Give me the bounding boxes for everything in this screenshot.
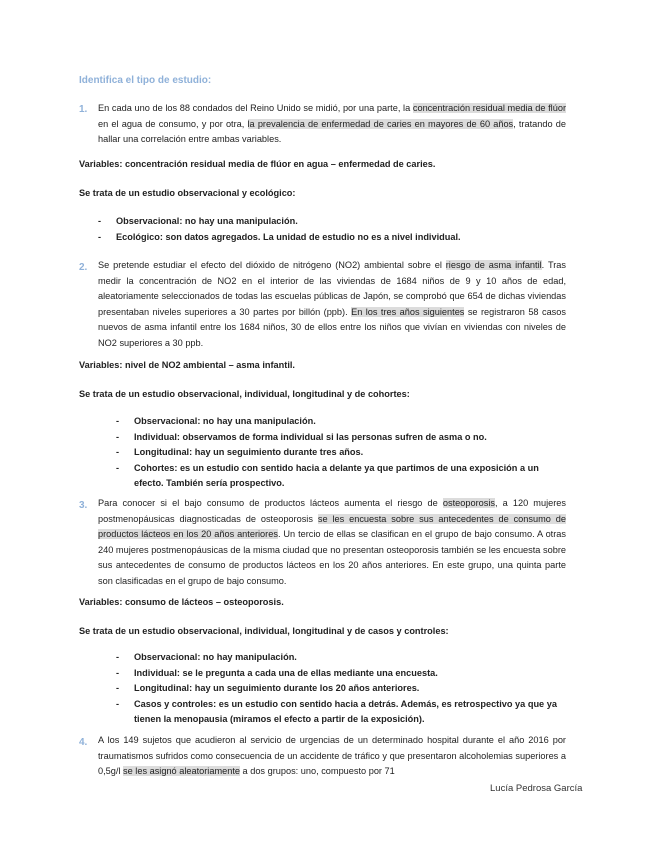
q2-study-type: Se trata de un estudio observacional, individual, longitudinal y de cohortes: bbox=[79, 389, 410, 399]
q1-text-c: , tratando de hallar una correlación entre ambas variables. bbox=[98, 118, 566, 145]
question-4-text bbox=[98, 733, 566, 780]
q1-bullet-list bbox=[98, 214, 558, 245]
q1-text-b: en el agua de consumo, y por otra, bbox=[98, 118, 248, 129]
list-item: - Observacional: no hay una manipulación. bbox=[98, 214, 558, 230]
q3-text-b: , a 120 mujeres postmenopáusicas diagnosticadas de osteoporosis bbox=[98, 498, 566, 524]
list-item: - Individual: observamos de forma individual si las personas sufren de asma o no. bbox=[116, 430, 568, 446]
q2-text-b: . Tras medir la concentración de NO2 en el interior de las viviendas de 1684 niños de 9 y 10 años de edad, aleatoriamente seleccionados de todas las escuelas públicas de Japón, se comprobó que 654 de dichas viviendas presentaban niveles superiores a 30 partes por billón (ppb). bbox=[98, 260, 566, 317]
q1-study-type: Se trata de un estudio observacional y ecológico: bbox=[79, 188, 296, 198]
question-number-1: 1. bbox=[79, 104, 88, 115]
q1-highlight-b: la prevalencia de enfermedad de caries en mayores de 60 años bbox=[247, 118, 514, 129]
q4-text-b: a dos grupos: uno, compuesto por 71 bbox=[240, 766, 395, 777]
q3-highlight-a: osteoporosis bbox=[442, 498, 495, 508]
q1-highlight-a: concentración residual media de flúor bbox=[412, 103, 567, 113]
question-3-text bbox=[98, 496, 566, 590]
q2-text-c: se registraron 58 casos nuevos de asma infantil entre los 1684 niños, 30 de ellos entre los niños que vivían en viviendas con niveles de NO2 superiores a 30 ppb. bbox=[98, 306, 566, 348]
list-item: - Longitudinal: hay un seguimiento durante los 20 años anteriores. bbox=[116, 681, 568, 697]
q3-bullet-list bbox=[116, 650, 568, 728]
q2-bullet-list bbox=[116, 414, 568, 492]
list-item: - Observacional: no hay una manipulación. bbox=[116, 414, 568, 430]
section-heading: Identifica el tipo de estudio: bbox=[79, 75, 212, 86]
q4-text-a: A los 149 sujetos que acudieron al servicio de urgencias de un determinado hospital durante el año 2016 por traumatismos sufridos como consecuencia de un accidente de tráfico y que presentaron alcoholemias superiores a 0,5g/l bbox=[98, 735, 566, 777]
q4-highlight-a: se les asignó aleatoriamente bbox=[123, 766, 240, 777]
question-1-text bbox=[98, 101, 566, 148]
question-2-text bbox=[98, 258, 566, 352]
author-footer: Lucía Pedrosa García bbox=[490, 783, 583, 794]
list-item: - Longitudinal: hay un seguimiento durante tres años. bbox=[116, 445, 568, 461]
list-item: - Casos y controles: es un estudio con sentido hacia a detrás. Además, es retrospectivo ya que ya tienen la menopausia (miramos el efecto a partir de la exposición). bbox=[116, 697, 568, 728]
q1-text-a: En cada uno de los 88 condados del Reino Unido se midió, por una parte, la bbox=[98, 103, 413, 113]
question-number-4: 4. bbox=[79, 737, 88, 748]
q2-highlight-a: riesgo de asma infantil bbox=[445, 260, 542, 270]
q2-highlight-b: En los tres años siguientes bbox=[351, 306, 465, 317]
list-item: - Ecológico: son datos agregados. La unidad de estudio no es a nivel individual. bbox=[98, 230, 558, 246]
q2-text-a: Se pretende estudiar el efecto del dióxido de nitrógeno (NO2) ambiental sobre el bbox=[98, 260, 446, 270]
q3-highlight-b: se les encuesta sobre sus antecedentes de consumo de productos lácteos en los 20 años anteriores bbox=[98, 513, 566, 540]
q2-variables: Variables: nivel de NO2 ambiental – asma infantil. bbox=[79, 360, 295, 370]
q3-text-c: . Un tercio de ellas se clasifican en el grupo de bajo consumo. A otras 240 mujeres postmenopáusicas de la misma ciudad que no presentan osteoporosis también se les encuesta sobre sus antecedentes de consumo de productos lácteos en los 20 años anteriores. En este grupo, una quinta parte son clasificadas en el grupo de bajo consumo. bbox=[98, 529, 566, 586]
q3-text-a: Para conocer si el bajo consumo de productos lácteos aumenta el riesgo de bbox=[98, 498, 443, 508]
q3-variables: Variables: consumo de lácteos – osteoporosis. bbox=[79, 597, 284, 607]
list-item: - Individual: se le pregunta a cada una de ellas mediante una encuesta. bbox=[116, 666, 568, 682]
q1-variables: Variables: concentración residual media de flúor en agua – enfermedad de caries. bbox=[79, 159, 436, 169]
list-item: - Observacional: no hay manipulación. bbox=[116, 650, 568, 666]
question-number-2: 2. bbox=[79, 262, 88, 273]
q3-study-type: Se trata de un estudio observacional, individual, longitudinal y de casos y controles: bbox=[79, 626, 449, 636]
list-item: - Cohortes: es un estudio con sentido hacia a delante ya que partimos de una exposición a un efecto. También sería prospectivo. bbox=[116, 461, 568, 492]
question-number-3: 3. bbox=[79, 500, 88, 511]
